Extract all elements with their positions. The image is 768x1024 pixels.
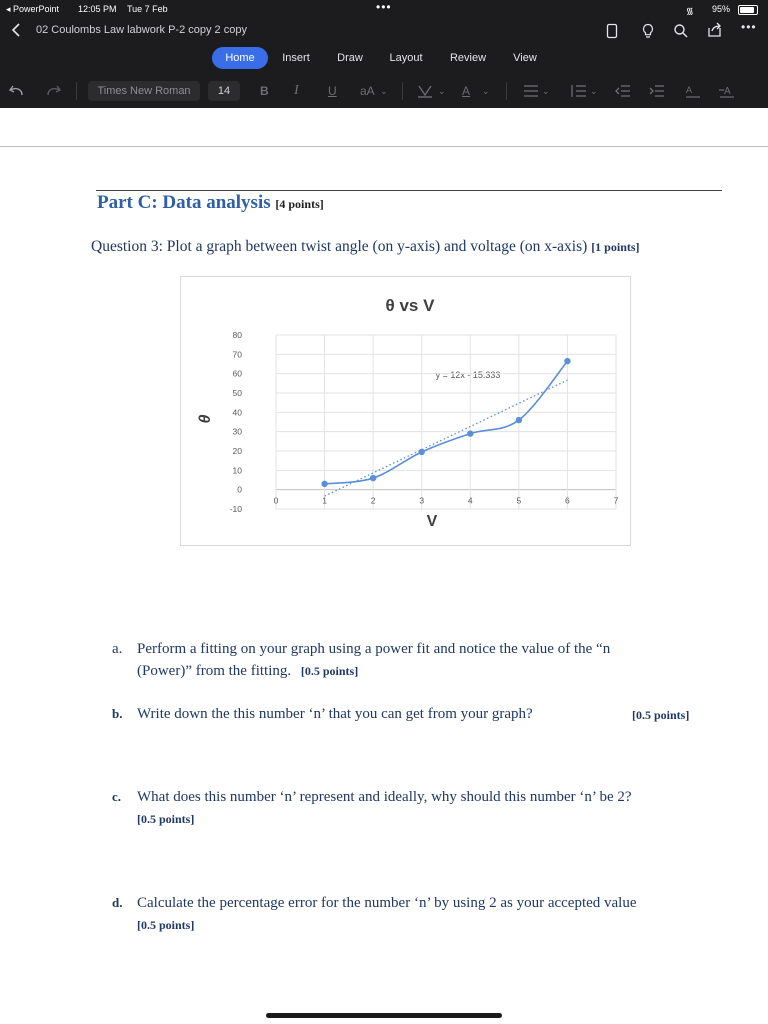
data-point bbox=[321, 481, 327, 487]
y-tick-label: 70 bbox=[232, 349, 242, 360]
y-tick-label: 80 bbox=[232, 330, 242, 340]
part-title bbox=[97, 192, 324, 214]
underline-button[interactable]: U bbox=[328, 84, 337, 98]
chart-y-axis-label: θ bbox=[197, 414, 214, 424]
svg-text:A: A bbox=[724, 86, 731, 97]
svg-text:A: A bbox=[686, 85, 693, 95]
y-tick-label: 60 bbox=[232, 368, 242, 379]
font-name-dropdown[interactable]: Times New Roman bbox=[88, 81, 200, 101]
tab-home[interactable]: Home bbox=[212, 47, 268, 69]
toolbar-divider bbox=[506, 82, 507, 100]
status-time: 12:05 PM bbox=[78, 4, 117, 14]
y-tick-label: 20 bbox=[232, 446, 242, 456]
status-date: Tue 7 Feb bbox=[127, 4, 168, 14]
y-tick-label: 10 bbox=[232, 465, 242, 476]
question-3 bbox=[91, 238, 640, 256]
battery-percent: 95% bbox=[712, 4, 731, 14]
question-d-points: [0.5 points] bbox=[137, 918, 195, 932]
numbered-list-chevron-icon[interactable]: ⌄ bbox=[590, 86, 598, 96]
text-direction-icon[interactable] bbox=[684, 83, 702, 99]
x-tick-label: 6 bbox=[565, 495, 570, 506]
chart-x-axis-label: V bbox=[426, 513, 438, 530]
bullet-list-icon[interactable] bbox=[522, 84, 540, 98]
data-point bbox=[419, 449, 425, 455]
toolbar-divider bbox=[402, 82, 403, 100]
question-c bbox=[112, 786, 722, 830]
question-c-label: c. bbox=[112, 789, 122, 804]
x-tick-label: 4 bbox=[467, 495, 473, 506]
question-b-points: [0.5 points] bbox=[632, 708, 690, 722]
numbered-list-icon[interactable] bbox=[570, 84, 588, 98]
redo-icon[interactable] bbox=[44, 83, 62, 99]
font-size-dropdown[interactable]: 14 bbox=[208, 81, 240, 101]
trendline-equation: y = 12x - 15.333 bbox=[435, 370, 501, 380]
question-d bbox=[112, 892, 727, 936]
toolbar-divider bbox=[76, 82, 77, 100]
lightbulb-icon[interactable] bbox=[641, 23, 655, 39]
data-point bbox=[467, 430, 473, 436]
back-chevron-icon[interactable] bbox=[10, 22, 22, 38]
tab-review[interactable]: Review bbox=[449, 52, 487, 64]
question-d-label: d. bbox=[112, 895, 123, 910]
x-tick-label: 0 bbox=[273, 495, 279, 506]
chart-frame bbox=[181, 277, 631, 546]
data-point bbox=[516, 417, 522, 423]
battery-icon bbox=[738, 5, 758, 15]
question-3-points: [1 points] bbox=[591, 240, 640, 254]
question-a-line1: Perform a fitting on your graph using a power fit and notice the value of the “n bbox=[137, 641, 611, 657]
app-toolbar bbox=[0, 0, 768, 108]
text-size-button[interactable]: aA bbox=[360, 84, 375, 98]
wifi-icon: ᯾ bbox=[686, 6, 694, 16]
question-c-text: What does this number ‘n’ represent and ideally, why should this number ‘n’ be 2? bbox=[137, 789, 632, 805]
more-options-icon[interactable]: ••• bbox=[741, 20, 757, 34]
y-tick-label: -10 bbox=[229, 504, 242, 514]
highlight-icon[interactable] bbox=[416, 83, 434, 99]
increase-indent-icon[interactable] bbox=[648, 84, 666, 98]
data-point bbox=[564, 358, 570, 364]
question-a-line2: (Power)” from the fitting. bbox=[137, 663, 292, 679]
y-tick-label: 50 bbox=[232, 388, 242, 398]
question-3-text: Question 3: Plot a graph between twist angle (on y-axis) and voltage (on x-axis) bbox=[91, 238, 588, 255]
bullet-list-chevron-icon[interactable]: ⌄ bbox=[542, 86, 550, 96]
styles-icon[interactable] bbox=[718, 83, 736, 99]
font-color-chevron-icon[interactable]: ⌄ bbox=[482, 86, 490, 96]
tab-draw[interactable]: Draw bbox=[337, 52, 363, 64]
undo-icon[interactable] bbox=[8, 83, 26, 99]
phone-device-icon[interactable] bbox=[606, 23, 618, 39]
question-a-label: a. bbox=[112, 641, 123, 657]
tab-view[interactable]: View bbox=[513, 52, 537, 64]
multitasking-dots-icon[interactable]: ••• bbox=[376, 0, 392, 14]
y-tick-label: 40 bbox=[232, 407, 242, 418]
document-title: 02 Coulombs Law labwork P-2 copy 2 copy bbox=[36, 24, 247, 36]
share-icon[interactable] bbox=[706, 22, 724, 38]
x-tick-label: 1 bbox=[322, 495, 327, 506]
section-divider bbox=[96, 190, 722, 191]
highlight-chevron-icon[interactable]: ⌄ bbox=[438, 86, 446, 96]
question-a-points: [0.5 points] bbox=[300, 664, 359, 678]
text-size-chevron-icon[interactable]: ⌄ bbox=[380, 86, 388, 96]
back-to-app-link[interactable]: ◂ PowerPoint bbox=[6, 4, 60, 14]
search-icon[interactable] bbox=[673, 23, 689, 39]
tab-insert[interactable]: Insert bbox=[282, 52, 310, 64]
x-tick-label: 2 bbox=[370, 495, 376, 506]
question-c-points: [0.5 points] bbox=[137, 812, 195, 826]
question-a bbox=[112, 638, 712, 682]
x-tick-label: 7 bbox=[613, 495, 619, 506]
data-point bbox=[370, 475, 376, 481]
document-page bbox=[0, 108, 768, 1024]
question-d-text: Calculate the percentage error for the number ‘n’ by using 2 as your accepted value bbox=[137, 895, 637, 911]
x-tick-label: 3 bbox=[419, 495, 425, 506]
chart-title: θ vs V bbox=[385, 296, 435, 315]
part-title-text: Part C: Data analysis bbox=[97, 192, 271, 213]
chart-theta-vs-v bbox=[180, 276, 631, 546]
italic-button[interactable]: I bbox=[294, 83, 299, 98]
y-tick-label: 30 bbox=[232, 426, 242, 437]
bold-button[interactable]: B bbox=[260, 84, 269, 98]
page-header-divider bbox=[0, 146, 768, 147]
home-indicator[interactable] bbox=[266, 1013, 502, 1018]
y-tick-label: 0 bbox=[237, 484, 242, 495]
tab-layout[interactable]: Layout bbox=[389, 52, 423, 64]
font-color-button[interactable]: A bbox=[462, 84, 471, 98]
question-b-label: b. bbox=[112, 706, 123, 721]
decrease-indent-icon[interactable] bbox=[614, 84, 632, 98]
part-points: [4 points] bbox=[275, 197, 324, 211]
x-tick-label: 5 bbox=[516, 495, 522, 506]
question-b-text: Write down the this number ‘n’ that you can get from your graph? bbox=[137, 706, 533, 722]
